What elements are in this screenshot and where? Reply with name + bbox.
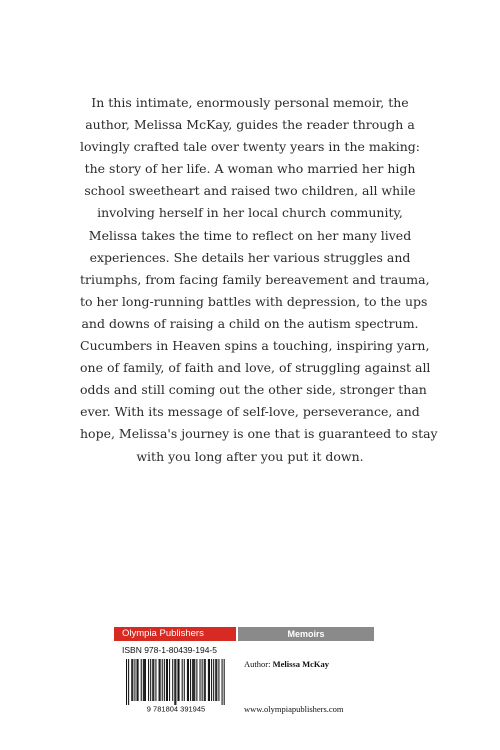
barcode-bar [152,659,153,701]
barcode-bar [148,659,149,701]
barcode-bar [138,659,139,701]
category-strip: Memoirs [238,627,374,641]
barcode-bar [144,659,145,701]
blurb-line: experiences. She details her various struggles and [89,249,411,265]
barcode-bar [184,659,185,701]
blurb-line: odds and still coming out the other side, stronger than [80,382,427,398]
barcode-bar [126,659,127,705]
barcode-bar [167,659,168,701]
barcode-image [120,657,232,713]
barcode-bar [204,659,205,701]
barcode-bar [160,659,161,701]
back-cover-blurb [80,92,438,468]
barcode-bar [169,659,170,701]
barcode-bar [215,659,216,701]
barcode-bar [175,659,176,705]
barcode-bar [205,659,206,701]
barcode-bar [172,659,173,701]
barcode-bar [193,659,194,701]
blurb-line: to her long-running battles with depression, to the ups [80,293,428,309]
barcode-bar [188,659,189,701]
blurb-line: ever. With its message of self-love, perseverance, and [80,404,420,420]
blurb-line: hope, Melissa's journey is one that is guaranteed to stay [80,426,438,442]
blurb-line: author, Melissa McKay, guides the reader through a [85,117,415,133]
barcode-bar [179,659,180,701]
barcode-bar [141,659,142,701]
publisher-website: www.olympiapublishers.com [244,704,344,714]
barcode-bar [153,659,154,701]
barcode-bar [155,659,156,701]
publisher-strip: Olympia Publishers [114,627,236,641]
blurb-line: Cucumbers in Heaven spins a touching, inspiring yarn, [80,338,430,354]
barcode-bar [208,659,209,701]
barcode-bar [216,659,217,701]
barcode-bar [218,659,219,701]
barcode-bar [209,659,210,701]
blurb-line: In this intimate, enormously personal memoir, the [91,95,409,110]
barcode-bar [162,659,163,701]
barcode-bar [174,659,175,705]
barcode-box [114,627,374,722]
blurb-line: involving herself in her local church community, [97,205,403,221]
barcode-bar [200,659,201,701]
isbn-label: ISBN 978-1-80439-194-5 [122,645,217,655]
barcode-bar [134,659,135,701]
barcode-bar [131,659,132,701]
barcode-bar [150,659,151,701]
blurb-line: school sweetheart and raised two children, all while [84,183,416,199]
barcode-bar [196,659,197,701]
barcode-bar [187,659,188,701]
author-label: Author: [244,659,271,669]
barcode-bar [213,659,214,701]
barcode-bar [137,659,138,701]
author-line [244,659,329,669]
author-name: Melissa McKay [272,659,329,669]
barcode-bar [159,659,160,701]
barcode-bar [145,659,146,701]
barcode-bar [166,659,167,701]
barcode-bar [143,659,144,701]
barcode-digits: 9 781804 391945 [146,704,206,713]
blurb-line: and downs of raising a child on the autism spectrum. [81,315,419,331]
barcode-bar [177,659,178,701]
blurb-line: triumphs, from facing family bereavement and trauma, [80,271,430,287]
barcode-bar [202,659,203,701]
barcode-bar [222,659,223,705]
barcode-bar [164,659,165,701]
blurb-line: with you long after you put it down. [136,448,364,464]
barcode-bar [132,659,133,701]
barcode-bar [194,659,195,701]
barcode-bar [182,659,183,701]
blurb-line: the story of her life. A woman who married her high [84,161,416,177]
barcode-bar [211,659,212,701]
barcode-bar [224,659,225,705]
blurb-line: Melissa takes the time to reflect on her many lived [88,227,412,243]
barcode-bar [190,659,191,701]
blurb-line: lovingly crafted tale over twenty years in the making: [80,139,421,155]
blurb-line: one of family, of faith and love, of struggling against all [80,360,431,376]
barcode-bar [192,659,193,701]
barcode-bar [128,659,129,705]
